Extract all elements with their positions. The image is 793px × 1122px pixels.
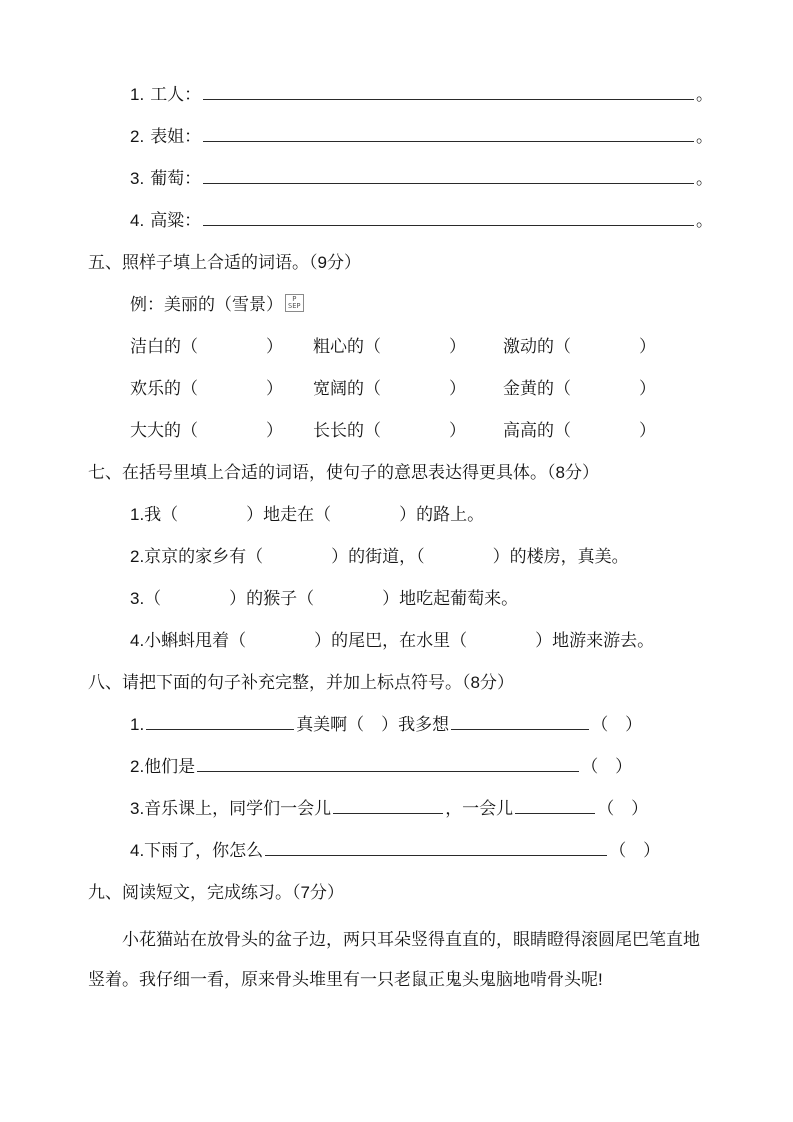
answer-blank (451, 717, 589, 730)
word-row-3 (130, 416, 713, 446)
answer-blank (333, 801, 443, 814)
word-cell: 长长的（ ） (313, 421, 466, 440)
item-text: 4.下雨了，你怎么 (130, 841, 264, 860)
word-cell: 粗心的（ ） (313, 337, 466, 356)
fill-item-3 (130, 164, 713, 194)
answer-blank (203, 127, 694, 142)
item-text: 3.音乐课上，同学们一会儿 (130, 799, 332, 818)
fill-item-2 (130, 122, 713, 152)
item-period: 。 (696, 169, 713, 188)
word-cell: 金黄的（ ） (503, 379, 656, 398)
item-period: 。 (696, 127, 713, 146)
answer-blank (203, 169, 694, 184)
item-label: 高粱： (150, 211, 202, 230)
complete-item-1 (130, 710, 713, 740)
word-row-2 (130, 374, 713, 404)
answer-blank (197, 759, 579, 772)
word-cell: 激动的（ ） (503, 337, 656, 356)
answer-blank (265, 843, 607, 856)
item-number: 3. (130, 169, 145, 188)
section-eight-title: 八、请把下面的句子补充完整，并加上标点符号。（8分） (88, 673, 514, 692)
section-nine-title: 九、阅读短文，完成练习。（7分） (88, 883, 344, 902)
fill-item-4 (130, 206, 713, 236)
answer-blank (203, 85, 694, 100)
item-text: （ ） (581, 757, 633, 776)
section-five-title: 五、照样子填上合适的词语。（9分） (88, 253, 361, 272)
item-period: 。 (696, 85, 713, 104)
complete-item-3 (130, 794, 713, 824)
item-label: 工人： (150, 85, 202, 104)
sentence-item: 1.我（ ）地走在（ ）的路上。 (130, 505, 485, 524)
answer-blank (203, 211, 694, 226)
section-five-example (130, 290, 713, 320)
item-number: 4. (130, 211, 145, 230)
item-period: 。 (696, 211, 713, 230)
sep-marker-bottom: SEP (288, 302, 301, 310)
item-label: 葡萄： (150, 169, 202, 188)
answer-blank (515, 801, 595, 814)
word-row-1 (130, 332, 713, 362)
word-cell: 洁白的（ ） (130, 337, 283, 356)
item-label: 表姐： (150, 127, 202, 146)
item-text: ，一会儿 (445, 799, 514, 818)
section-seven-title: 七、在括号里填上合适的词语，使句子的意思表达得更具体。（8分） (88, 463, 599, 482)
item-text: 2.他们是 (130, 757, 196, 776)
sentence-item: 4.小蝌蚪甩着（ ）的尾巴，在水里（ ）地游来游去。 (130, 631, 655, 650)
example-text: 例：美丽的（雪景） (130, 295, 283, 314)
item-number: 2. (130, 127, 145, 146)
complete-item-2 (130, 752, 713, 782)
sentence-item: 3.（ ）的猴子（ ）地吃起葡萄来。 (130, 589, 519, 608)
sentence-item: 2.京京的家乡有（ ）的街道，（ ）的楼房，真美。 (130, 547, 629, 566)
word-cell: 大大的（ ） (130, 421, 283, 440)
sep-marker-top: P (292, 295, 297, 303)
sep-marker-icon (285, 294, 304, 312)
item-text: （ ） (591, 715, 643, 734)
complete-item-4 (130, 836, 713, 866)
fill-item-1 (130, 80, 713, 110)
reading-paragraph: 小花猫站在放骨头的盆子边，两只耳朵竖得直直的，眼睛瞪得滚圆尾巴笔直地竖着。我仔细一看，原来骨头堆里有一只老鼠正鬼头鬼脑地啃骨头呢! (88, 930, 700, 989)
item-text: （ ） (597, 799, 649, 818)
item-text: （ ） (609, 841, 661, 860)
item-text: 1. (130, 715, 145, 734)
word-cell: 高高的（ ） (503, 421, 656, 440)
answer-blank (146, 717, 294, 730)
word-cell: 宽阔的（ ） (313, 379, 466, 398)
word-cell: 欢乐的（ ） (130, 379, 283, 398)
item-text: 真美啊（ ）我多想 (296, 715, 450, 734)
item-number: 1. (130, 85, 145, 104)
